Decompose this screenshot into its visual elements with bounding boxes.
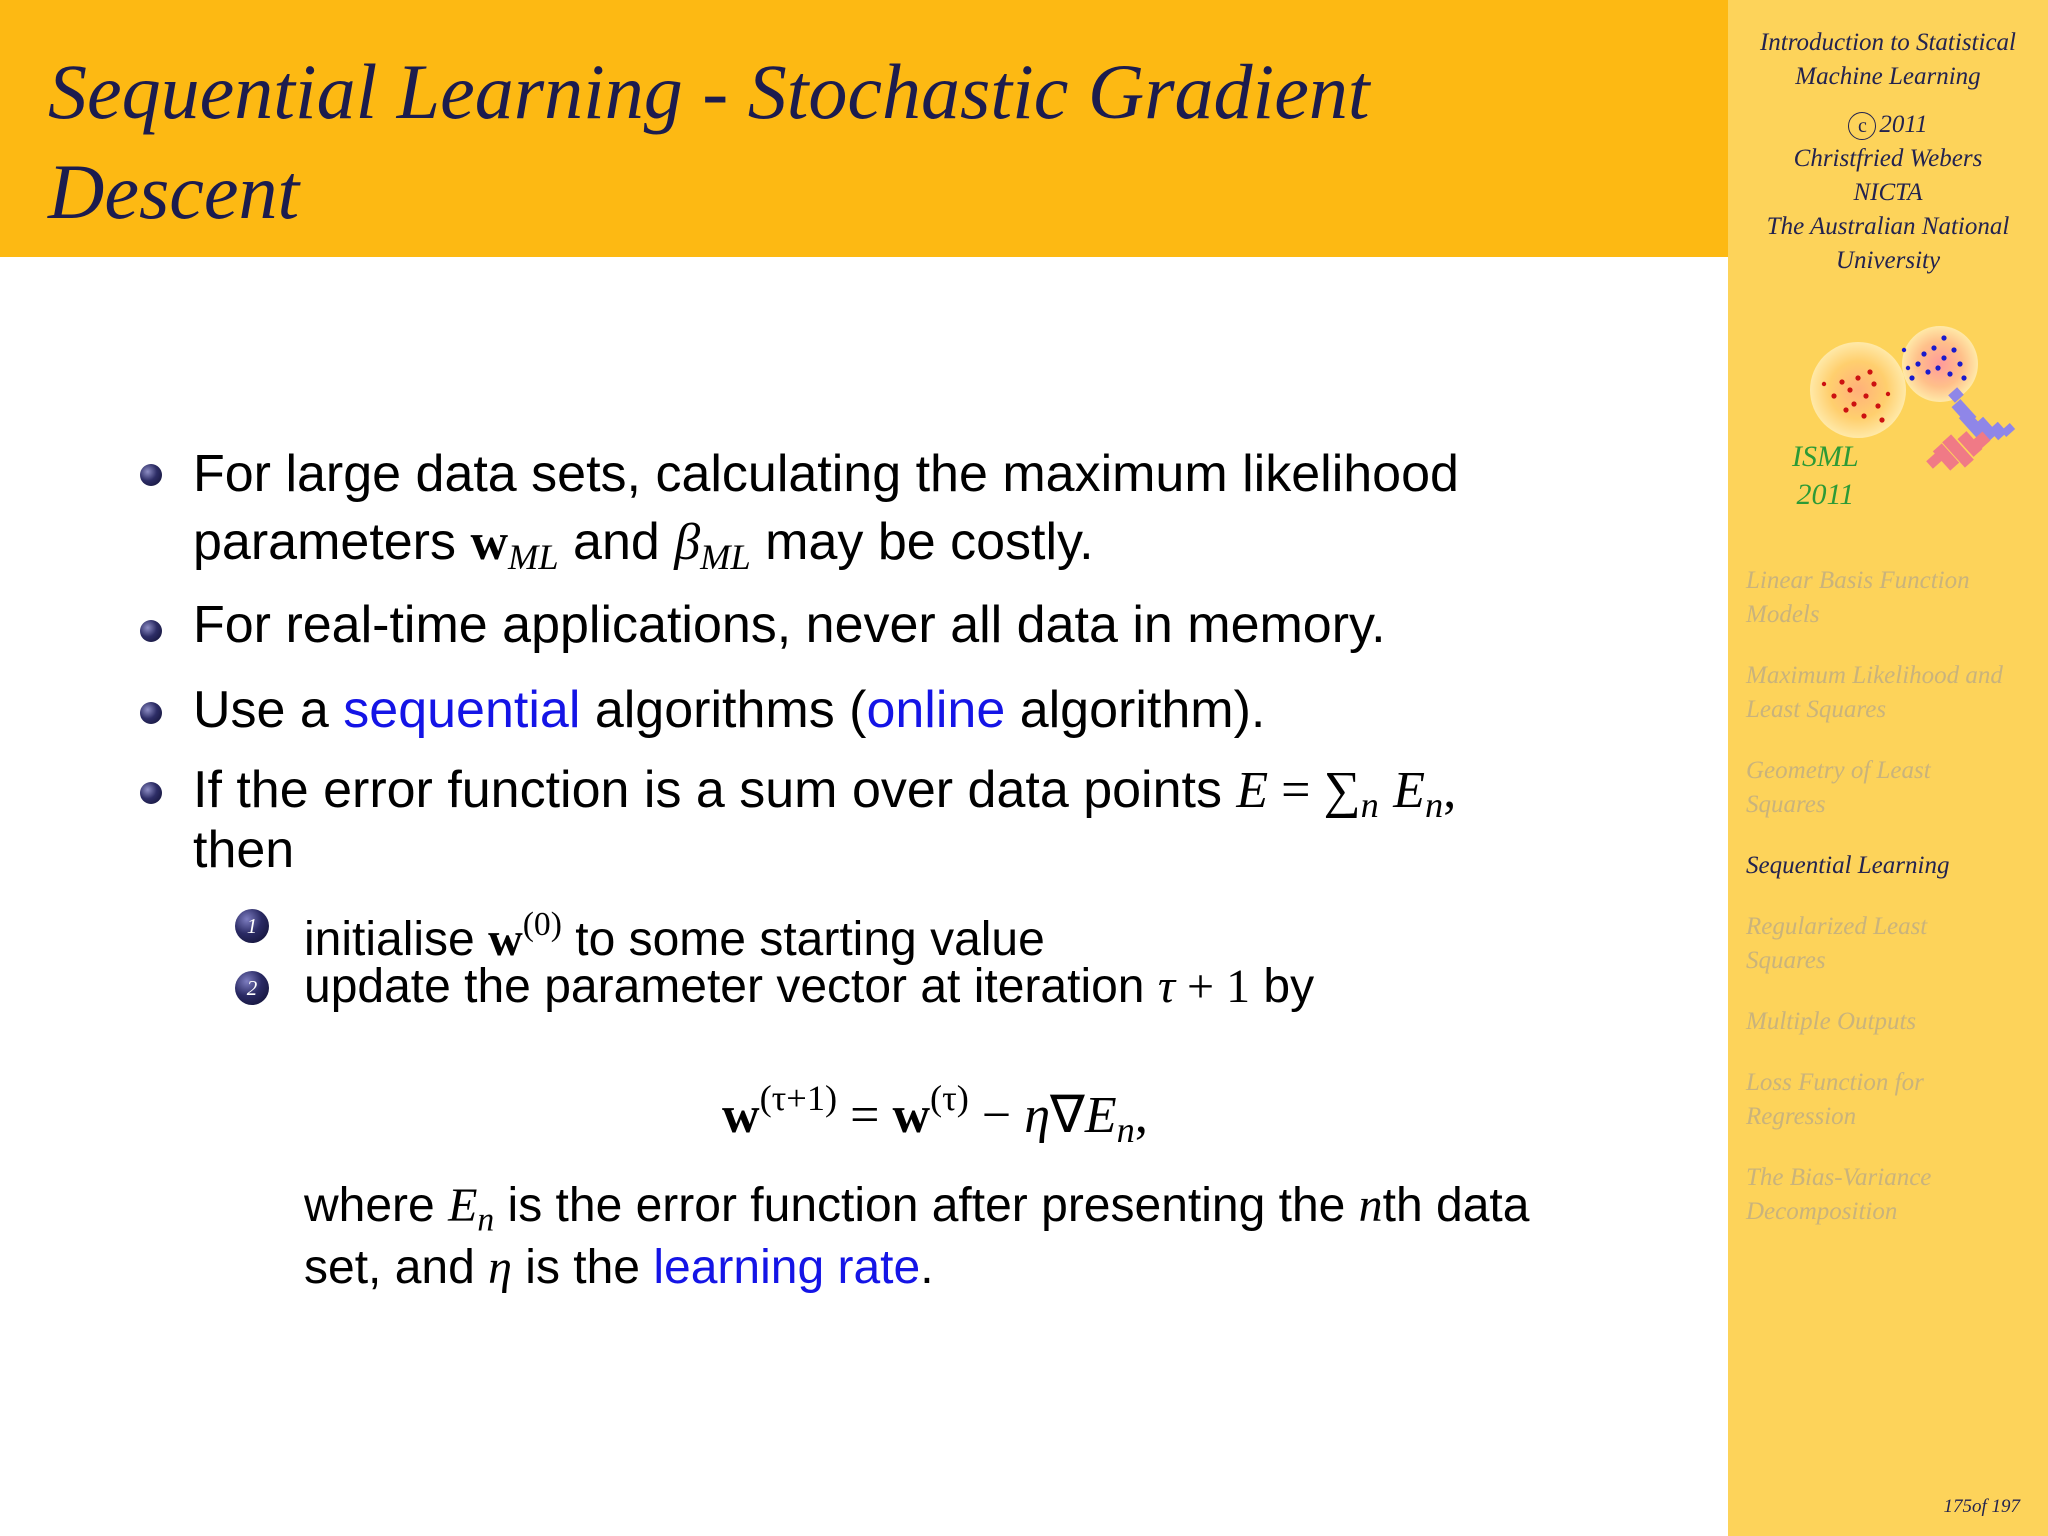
organization-2-line-1: The Australian National	[1766, 213, 2010, 240]
toc-item-regularized-least-squares[interactable]: Regularized Least Squares	[1746, 913, 1928, 974]
bullet-icon	[140, 464, 162, 486]
logo-circle-left	[1810, 342, 1906, 438]
logo-red-bars	[1926, 431, 1990, 471]
step-2-number-icon: 2	[235, 971, 269, 1005]
step-1-number-icon: 1	[235, 909, 269, 943]
toc-item-geometry-of-least-squares[interactable]: Geometry of Least Squares	[1746, 757, 1931, 818]
course-title-line-2: Machine Learning	[1795, 63, 1981, 90]
toc-item-sequential-learning[interactable]: Sequential Learning	[1746, 852, 1950, 879]
slide-title	[48, 42, 1728, 242]
where-line-1: where $E_n$ is the error function after presenting the nth data	[304, 1179, 1530, 1239]
course-title-line-1: Introduction to Statistical	[1759, 29, 2016, 56]
organization-2-line-2: University	[1835, 247, 1941, 274]
bullet-1-line-2: parameters $w_{ML}$ and $\beta_{ML}$ may be costly.	[193, 513, 1094, 578]
toc-item-linear-basis-function-models[interactable]: Linear Basis Function Models	[1746, 567, 1970, 628]
slide-title-line-1: Sequential Learning - Stochastic Gradient	[48, 48, 1370, 135]
term-learning-rate: learning rate	[653, 1241, 921, 1294]
bullet-4-line-1: If the error function is a sum over data points $E = \sum_n$ $E_n$,	[193, 761, 1457, 826]
copyright-icon: c	[1848, 112, 1876, 140]
author-name: Christfried Webers	[1793, 145, 1983, 172]
term-online: online	[866, 681, 1006, 739]
title-bar	[0, 0, 1728, 257]
organization-1: NICTA	[1853, 179, 1923, 206]
logo-caption-line-1: ISML	[1792, 440, 1859, 473]
logo-caption	[1792, 438, 1859, 514]
bullet-1-line-1: For large data sets, calculating the maximum likelihood	[193, 445, 1459, 503]
bullet-2: For real-time applications, never all data in memory.	[193, 596, 1386, 654]
toc-item-loss-function-for-regression[interactable]: Loss Function for Regression	[1746, 1069, 1924, 1130]
update-equation: $w^{(\tau+1)} = w^{(\tau)} - \eta\nabla E_n$,	[722, 1078, 1148, 1151]
page-number: 175of 197	[1943, 1496, 2020, 1517]
toc-item-bias-variance-decomposition[interactable]: The Bias-Variance Decomposition	[1746, 1164, 1932, 1225]
logo-circle-right	[1902, 326, 1978, 402]
course-info	[1728, 26, 2048, 278]
bullet-icon	[140, 702, 162, 724]
bullet-4-line-2: then	[193, 821, 295, 879]
copyright-year: 2011	[1879, 111, 1928, 138]
sidebar	[1728, 0, 2048, 1536]
step-1: initialise $w^{(0)}$ to some starting value	[304, 906, 1045, 967]
toc-item-maximum-likelihood[interactable]: Maximum Likelihood and Least Squares	[1746, 662, 2003, 723]
bullet-icon	[140, 782, 162, 804]
slide-title-line-2: Descent	[48, 148, 300, 235]
toc-item-multiple-outputs[interactable]: Multiple Outputs	[1746, 1008, 1917, 1035]
logo-caption-line-2: 2011	[1796, 478, 1855, 511]
term-sequential: sequential	[343, 681, 581, 739]
bullet-icon	[140, 620, 162, 642]
bullet-3: Use a sequential algorithms (online algorithm).	[193, 681, 1266, 739]
table-of-contents	[1746, 564, 2046, 1256]
where-line-2: set, and η is the learning rate.	[304, 1241, 934, 1294]
step-2: update the parameter vector at iteration τ + 1 by	[304, 960, 1315, 1013]
copyright-line	[1728, 108, 2048, 142]
